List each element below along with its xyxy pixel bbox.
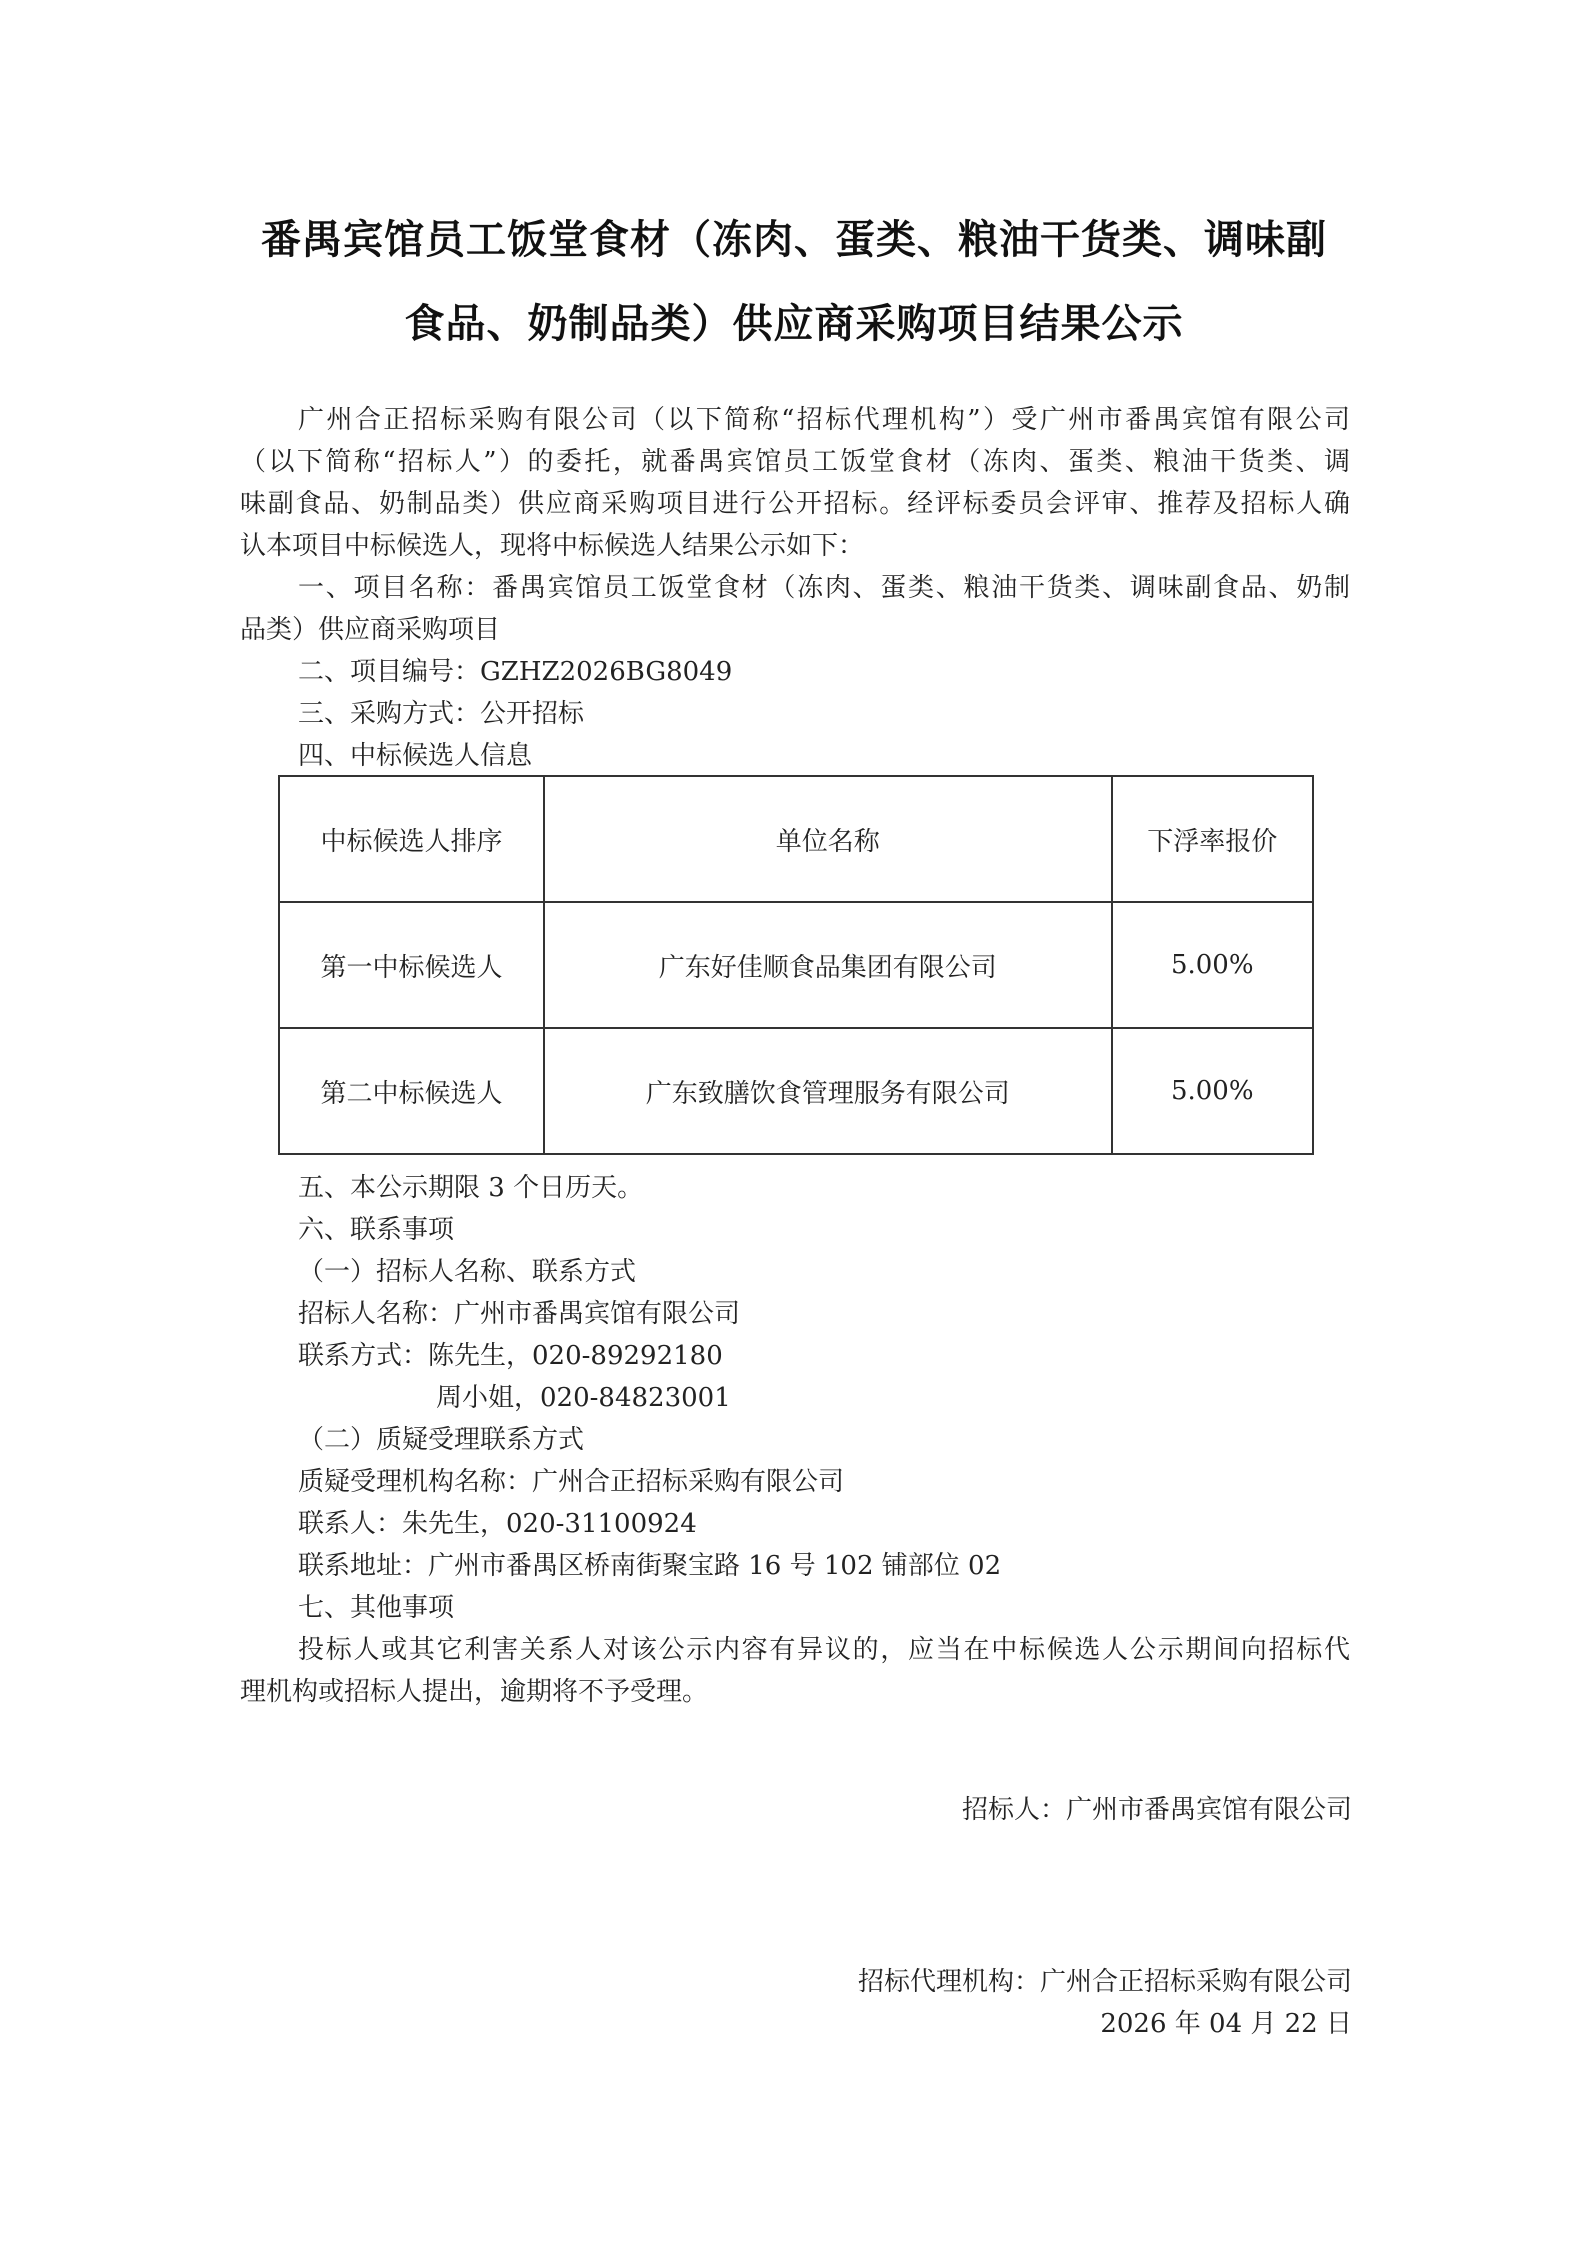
header-company: 单位名称 [544, 776, 1112, 902]
intro-line-2: （以下简称“招标人”）的委托，就番禺宾馆员工饭堂食材（冻肉、蛋类、粮油干货类、调 [240, 447, 1350, 477]
project-name-line-2: 品类）供应商采购项目 [240, 615, 501, 645]
intro-line-3: 味副食品、奶制品类）供应商采购项目进行公开招标。经评标委员会评审、推荐及招标人确 [240, 489, 1350, 519]
cell-rank: 第二中标候选人 [279, 1028, 544, 1154]
project-number: 二、项目编号：GZHZ2026BG8049 [298, 657, 733, 687]
table-row [279, 902, 1313, 1028]
header-rank: 中标候选人排序 [279, 776, 544, 902]
cell-company: 广东致膳饮食管理服务有限公司 [544, 1028, 1112, 1154]
inquiry-contact-heading: （二）质疑受理联系方式 [298, 1425, 585, 1455]
other-matters-heading: 七、其他事项 [298, 1593, 455, 1623]
project-name-line-1: 一、项目名称：番禺宾馆员工饭堂食材（冻肉、蛋类、粮油干货类、调味副食品、奶制 [298, 573, 1350, 603]
header-rate: 下浮率报价 [1112, 776, 1313, 902]
inquiry-address: 联系地址：广州市番禺区桥南街聚宝路 16 号 102 铺部位 02 [298, 1551, 1002, 1581]
inquiry-person: 联系人：朱先生，020-31100924 [298, 1509, 697, 1539]
bidder-contact-heading: （一）招标人名称、联系方式 [298, 1257, 637, 1287]
inquiry-org: 质疑受理机构名称：广州合正招标采购有限公司 [298, 1467, 845, 1497]
signature-agency: 招标代理机构：广州合正招标采购有限公司 [857, 1967, 1352, 1997]
procurement-method: 三、采购方式：公开招标 [298, 699, 585, 729]
notice-period: 五、本公示期限 3 个日历天。 [298, 1173, 644, 1203]
candidate-info-heading: 四、中标候选人信息 [298, 741, 533, 771]
signature-bidder: 招标人：广州市番禺宾馆有限公司 [961, 1795, 1352, 1825]
cell-rank: 第一中标候选人 [279, 902, 544, 1028]
page-title-line-2: 食品、奶制品类）供应商采购项目结果公示 [404, 301, 1184, 347]
bidder-phone-2: 周小姐，020-84823001 [436, 1383, 731, 1413]
page-title-line-1: 番禺宾馆员工饭堂食材（冻肉、蛋类、粮油干货类、调味副 [261, 217, 1327, 263]
intro-line-4: 认本项目中标候选人，现将中标候选人结果公示如下： [240, 531, 865, 561]
candidate-table [278, 775, 1314, 1155]
bidder-phone-1: 联系方式：陈先生，020-89292180 [298, 1341, 723, 1371]
cell-rate: 5.00% [1112, 1028, 1313, 1154]
cell-rate: 5.00% [1112, 902, 1313, 1028]
cell-company: 广东好佳顺食品集团有限公司 [544, 902, 1112, 1028]
signature-date: 2026 年 04 月 22 日 [1100, 2009, 1352, 2039]
contact-heading: 六、联系事项 [298, 1215, 455, 1245]
table-row [279, 1028, 1313, 1154]
other-matters-line-2: 理机构或招标人提出，逾期将不予受理。 [240, 1677, 709, 1707]
intro-line-1: 广州合正招标采购有限公司（以下简称“招标代理机构”）受广州市番禺宾馆有限公司 [298, 405, 1350, 435]
other-matters-line-1: 投标人或其它利害关系人对该公示内容有异议的，应当在中标候选人公示期间向招标代 [298, 1635, 1350, 1665]
bidder-name: 招标人名称：广州市番禺宾馆有限公司 [298, 1299, 741, 1329]
table-header-row [279, 776, 1313, 902]
